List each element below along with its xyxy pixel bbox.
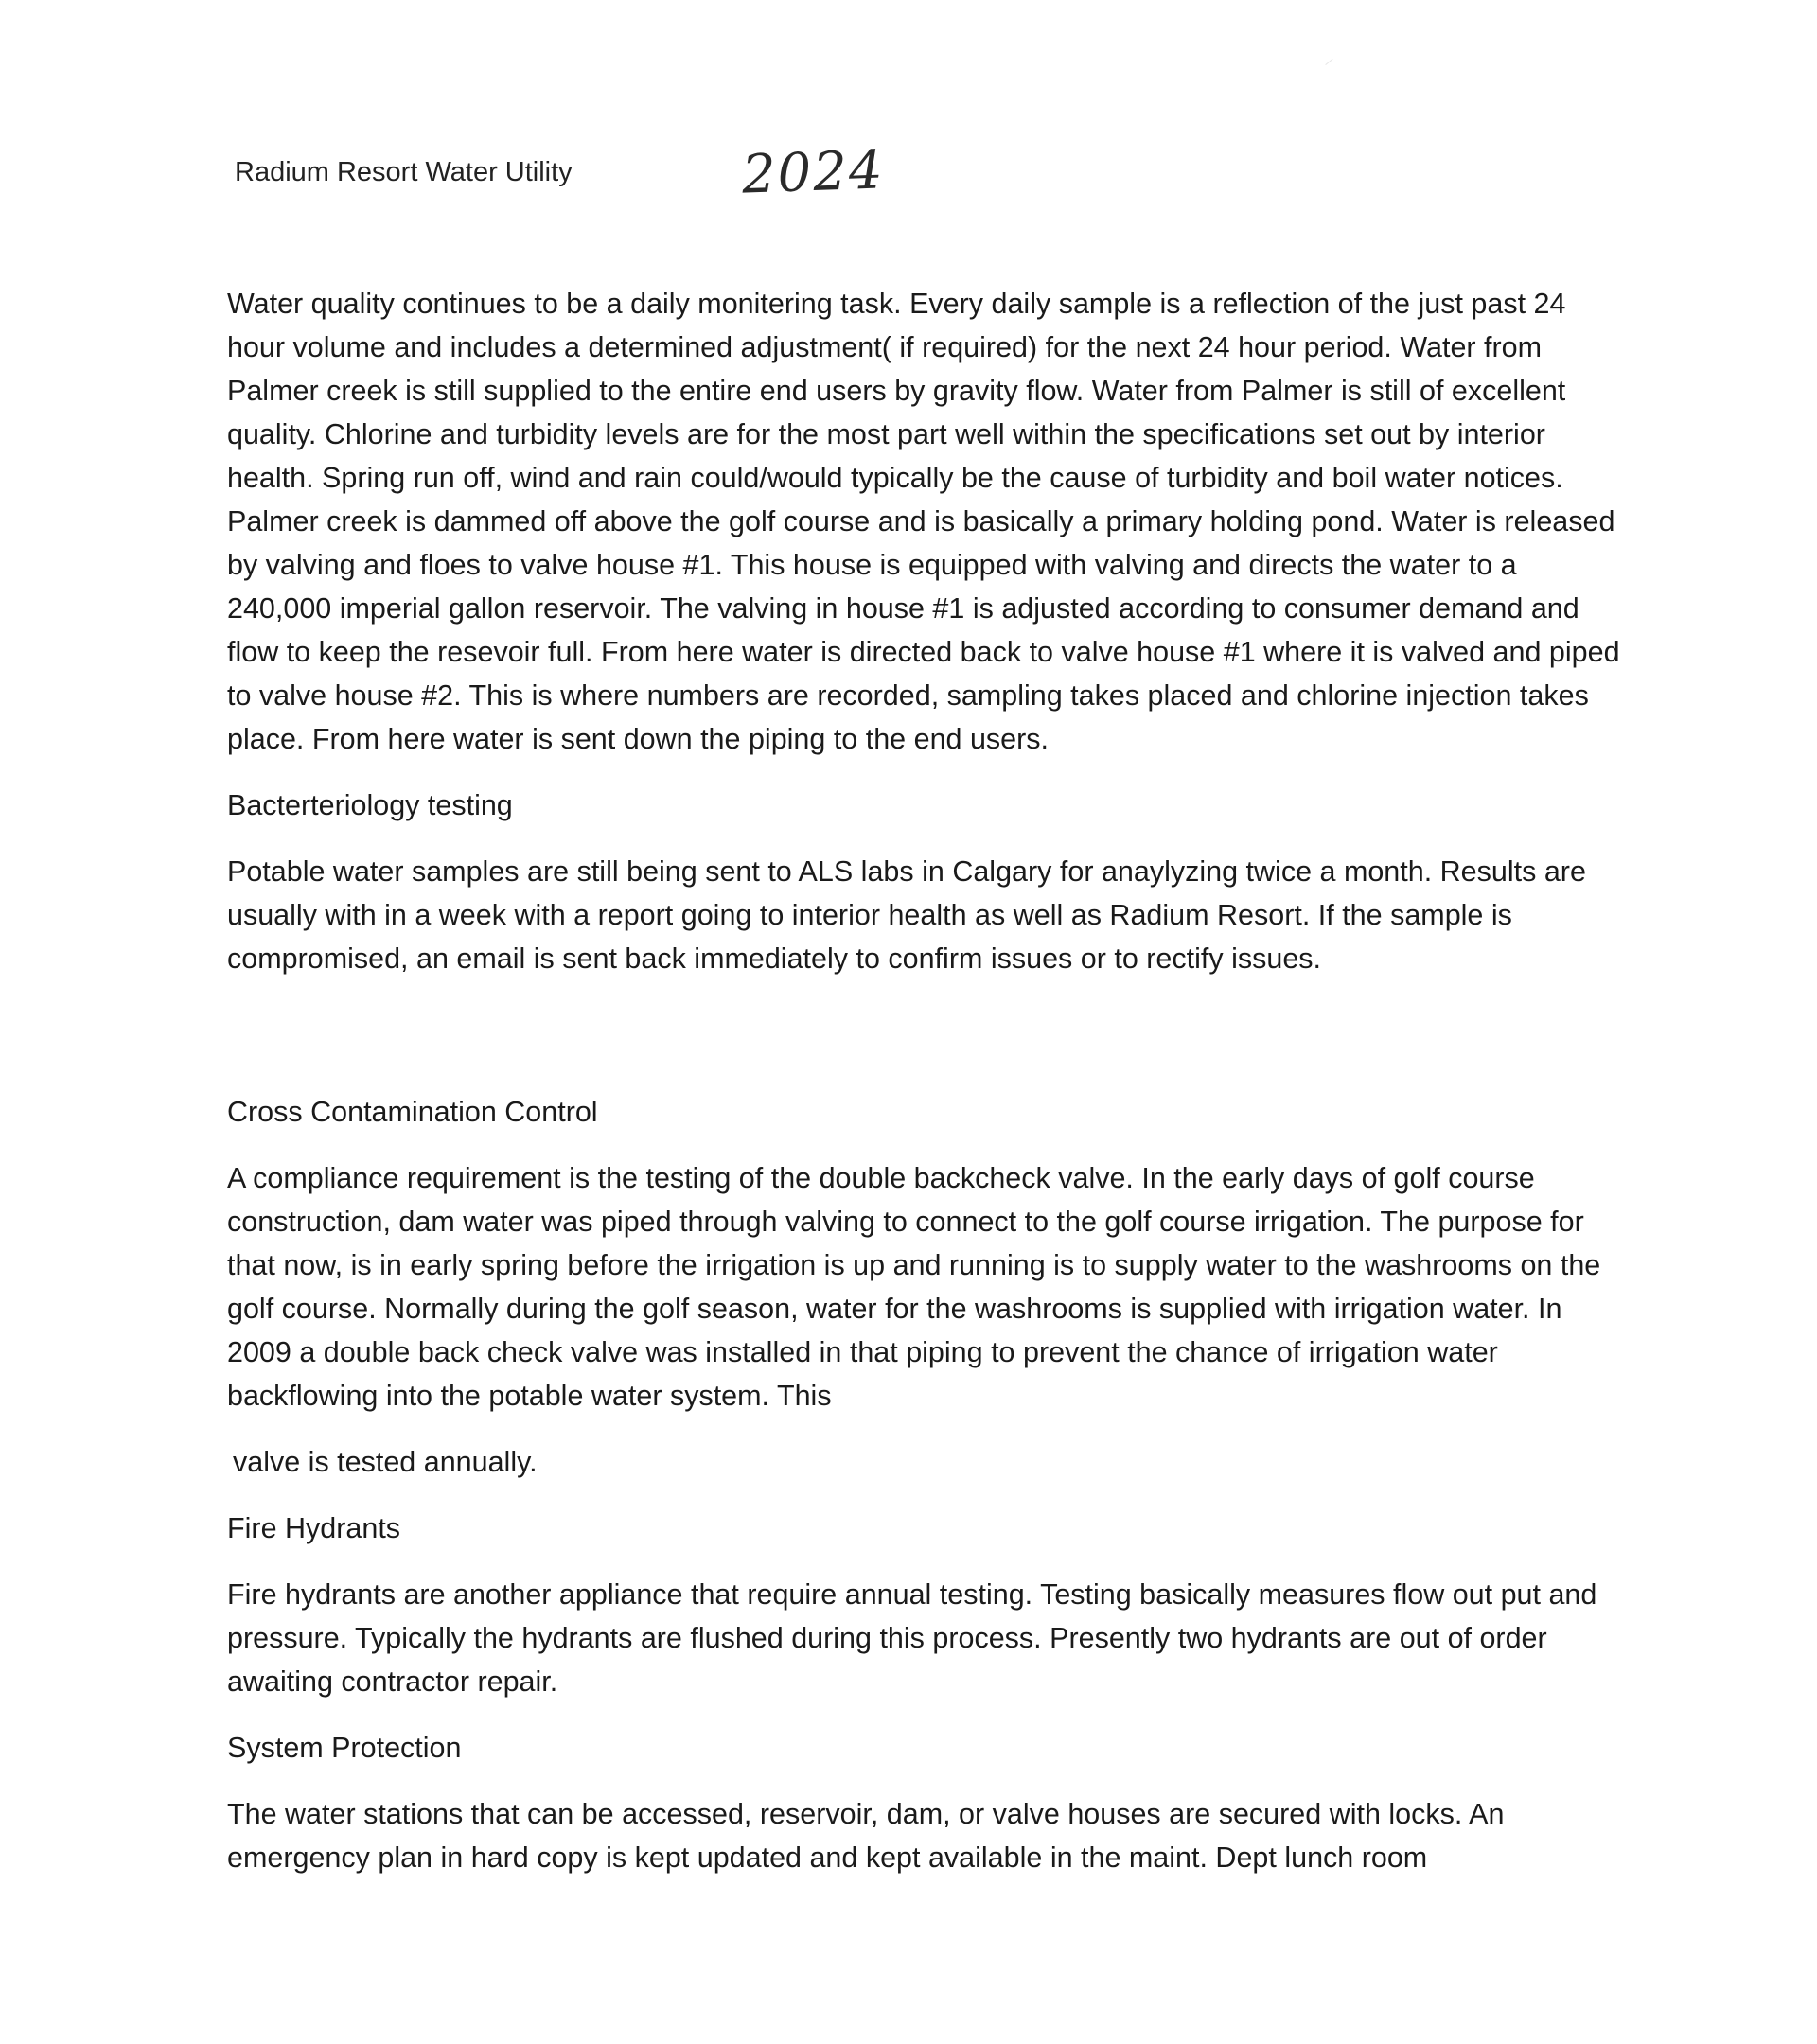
system-protection-paragraph: The water stations that can be accessed, reservoir, dam, or valve houses are secured with locks. An emergency plan in hard copy is kept updated and kept available in the maint. Dept lunch room	[227, 1798, 1505, 1874]
handwritten-year: 2024	[740, 139, 886, 206]
cross-contamination-paragraph: A compliance requirement is the testing of the double backcheck valve. In the early days of golf course construction, dam water was piped through valving to connect to the golf course irrigation. The purpose for that now, is in early spring before the irrigation is up and running is to supply water to the washrooms on the golf course. Normally during the golf season, water for the washrooms is supplied with irrigation water. In 2009 a double back check valve was installed in that piping to prevent the chance of irrigation water backflowing into the potable water system. This	[227, 1162, 1601, 1412]
document-title: Radium Resort Water Utility	[235, 157, 573, 187]
scan-artifact	[1325, 59, 1337, 71]
fire-hydrants-paragraph: Fire hydrants are another appliance that require annual testing. Testing basically measures flow out put and pressure. Typically the hydrants are flushed during this process. Presently two hydrants are out of order awaiting contractor repair.	[227, 1578, 1597, 1698]
bacteriology-paragraph: Potable water samples are still being sent to ALS labs in Calgary for anaylyzing twice a month. Results are usually with in a week with a report going to interior health as well as Radium Resort. If the sample is compromised, an email is sent back immediately to confirm issues or to rectify issues.	[227, 855, 1586, 975]
system-protection-heading: System Protection	[227, 1732, 462, 1764]
document-body	[227, 282, 1628, 1879]
cross-contamination-heading: Cross Contamination Control	[227, 1096, 598, 1128]
bacteriology-heading: Bacterteriology testing	[227, 789, 513, 821]
cross-contamination-continued: valve is tested annually.	[233, 1446, 538, 1478]
intro-paragraph: Water quality continues to be a daily monitering task. Every daily sample is a reflection of the just past 24 hour volume and includes a determined adjustment( if required) for the next 24 hour period. Water from Palmer creek is still supplied to the entire end users by gravity flow. Water from Palmer is still of excellent quality. Chlorine and turbidity levels are for the most part well within the specifications set out by interior health. Spring run off, wind and rain could/would typically be the cause of turbidity and boil water notices. Palmer creek is dammed off above the golf course and is basically a primary holding pond. Water is released by valving and floes to valve house #1. This house is equipped with valving and directs the water to a 240,000 imperial gallon reservoir. The valving in house #1 is adjusted according to consumer demand and flow to keep the resevoir full. From here water is directed back to valve house #1 where it is valved and piped to valve house #2. This is where numbers are recorded, sampling takes placed and chlorine injection takes place. From here water is sent down the piping to the end users.	[227, 288, 1620, 755]
fire-hydrants-heading: Fire Hydrants	[227, 1512, 401, 1544]
document-header	[235, 139, 1616, 227]
